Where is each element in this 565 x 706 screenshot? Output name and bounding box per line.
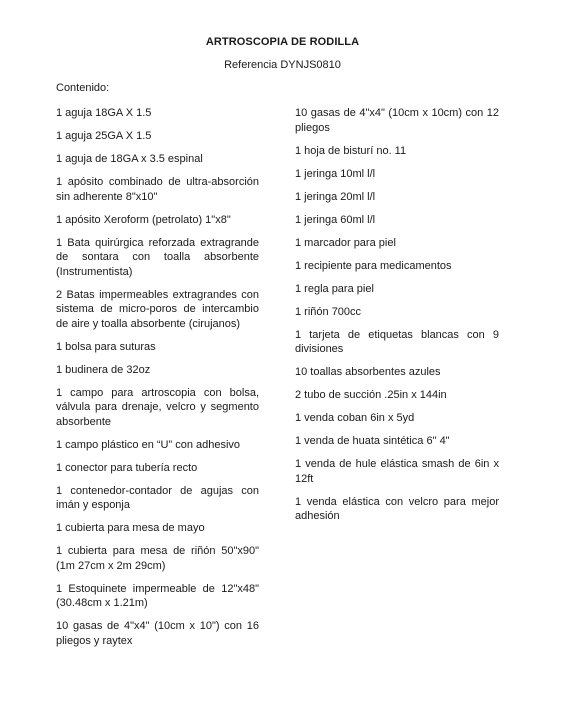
list-item: 1 recipiente para medicamentos [295, 259, 452, 272]
list-item: 1 cubierta para mesa de riñón 50"x90" (1m 27cm x 2m 29cm) [56, 545, 259, 572]
contents-label: Contenido: [56, 82, 110, 94]
list-item: 1 venda coban 6in x 5yd [295, 412, 415, 424]
document-title: ARTROSCOPIA DE RODILLA [205, 36, 360, 48]
list-item: 1 conector para tubería recto [56, 461, 198, 474]
left-column [56, 106, 259, 657]
list-item: 10 toallas absorbentes azules [295, 366, 441, 378]
list-item: 1 bolsa para suturas [56, 340, 156, 353]
list-item: 1 cubierta para mesa de mayo [56, 522, 205, 534]
list-item: 1 venda de huata sintética 6" 4" [295, 435, 450, 447]
list-item: 1 jeringa 60ml l/l [295, 213, 376, 226]
list-item: 1 riñón 700cc [295, 305, 362, 318]
list-item: 1 budinera de 32oz [56, 363, 151, 376]
list-item: 2 tubo de succión .25in x 144in [295, 389, 447, 401]
list-item: 1 campo para artroscopia con bolsa, válvula para drenaje, velcro y segmento absorbente [56, 386, 259, 428]
list-item: 1 Bata quirúrgica reforzada extragrande de sontara con toalla absorbente (Instrumentista) [56, 236, 259, 278]
list-item: 1 aguja de 18GA x 3.5 espinal [56, 153, 203, 165]
list-item: 1 campo plástico en “U” con adhesivo [56, 438, 241, 451]
list-item: 1 hoja de bisturí no. 11 [295, 144, 407, 157]
list-item: 1 jeringa 20ml l/l [295, 190, 376, 203]
list-item: 1 aguja 18GA X 1.5 [56, 107, 152, 119]
list-item: 1 regla para piel [295, 282, 374, 295]
list-item: 1 marcador para piel [295, 236, 396, 249]
list-item: 1 venda de hule elástica smash de 6in x 12ft [295, 458, 499, 485]
list-item: 1 tarjeta de etiquetas blancas con 9 divisiones [295, 328, 499, 355]
list-item: 10 gasas de 4"x4" (10cm x 10") con 16 pliegos y raytex [56, 620, 259, 647]
list-item: 1 venda elástica con velcro para mejor adhesión [295, 495, 499, 522]
reference-line: Referencia DYNJS0810 [224, 59, 341, 71]
list-item: 1 aguja 25GA X 1.5 [56, 130, 152, 142]
list-item: 1 apósito Xeroform (petrolato) 1"x8" [56, 213, 231, 226]
list-item: 1 Estoquinete impermeable de 12"x48" (30.48cm x 1.21m) [56, 582, 259, 609]
list-item: 2 Batas impermeables extragrandes con sistema de micro-poros de intercambio de aire y toalla absorbente (cirujanos) [56, 288, 259, 330]
list-item: 10 gasas de 4"x4" (10cm x 10cm) con 12 pliegos [295, 107, 499, 134]
list-item: 1 jeringa 10ml l/l [295, 167, 376, 180]
right-column [295, 106, 499, 532]
list-item: 1 apósito combinado de ultra-absorción sin adherente 8"x10" [56, 176, 259, 203]
list-item: 1 contenedor-contador de agujas con imán y esponja [56, 484, 259, 511]
